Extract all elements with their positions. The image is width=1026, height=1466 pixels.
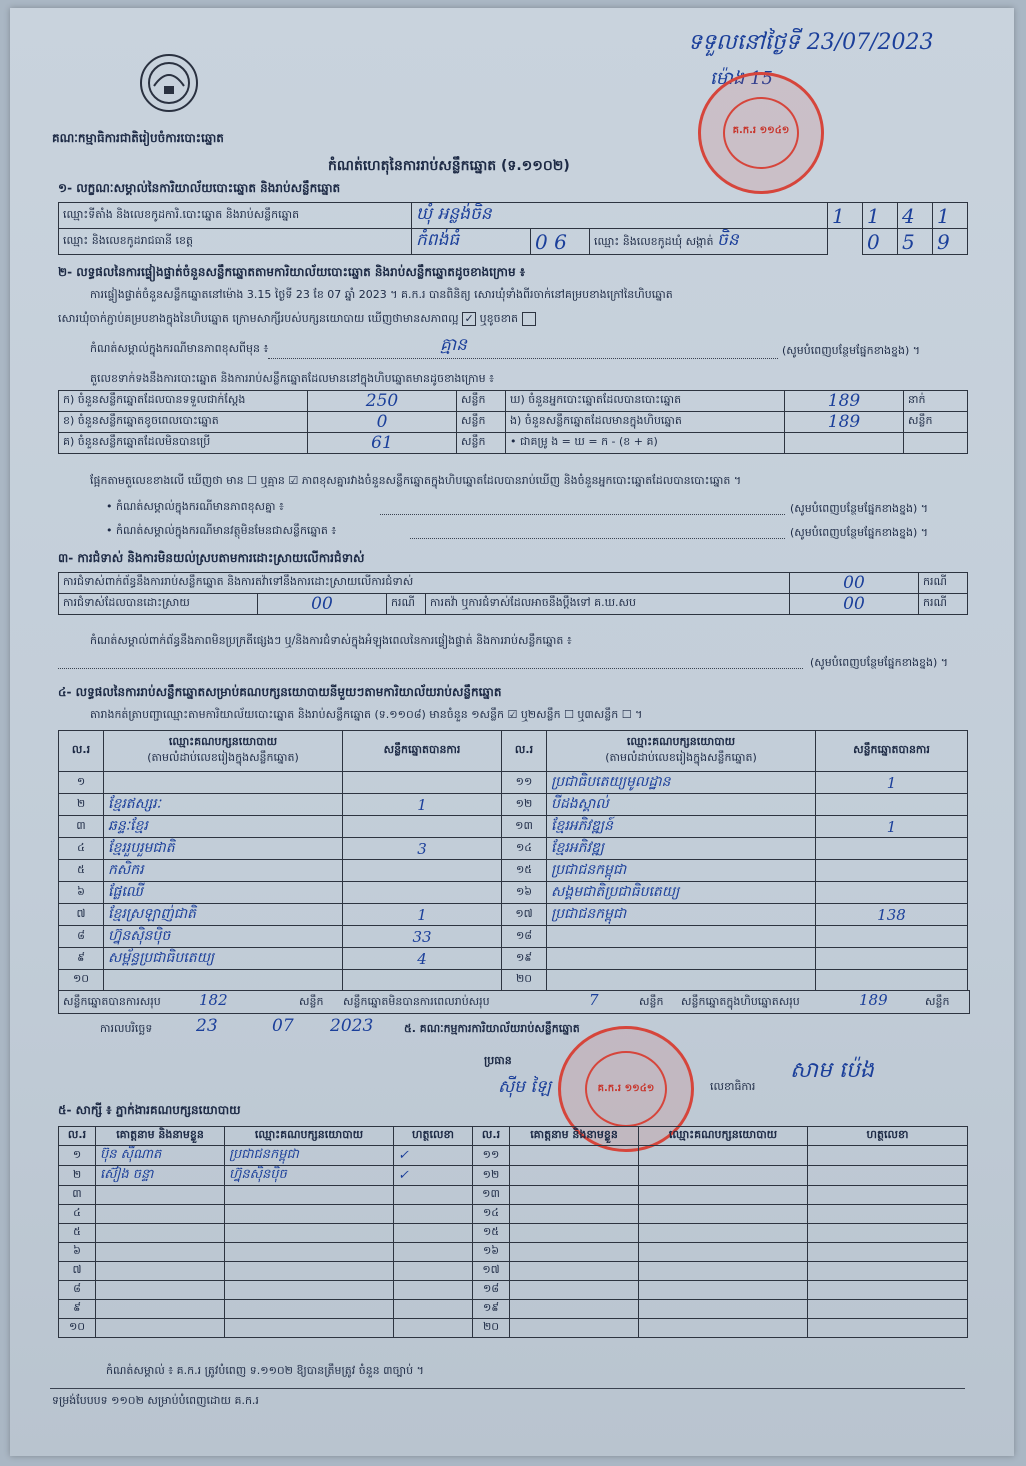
form-page: [10, 8, 1014, 1456]
party-no: ១៩: [502, 948, 547, 970]
witness-signature: [808, 1243, 968, 1262]
witness-name: [510, 1281, 639, 1300]
witness-row: [59, 1146, 968, 1166]
party-votes: [343, 882, 502, 904]
witness-party: [639, 1300, 808, 1319]
witness-no: ១៦: [473, 1243, 510, 1262]
figure-right-label: ង) ចំនួនសន្លឹកឆ្នោតដែលមានក្នុងហិបឆ្នោត: [506, 412, 785, 433]
witness-signature: [808, 1262, 968, 1281]
witness-signature: [808, 1281, 968, 1300]
result-row: [59, 926, 968, 948]
party-no: ២០: [502, 970, 547, 991]
witness-signature: [808, 1319, 968, 1338]
witness-name: [510, 1300, 639, 1319]
witness-party: [225, 1300, 394, 1319]
results-col-party-right: ឈ្មោះគណបក្សនយោបាយ (តាមលំដាប់លេខរៀងក្នុងសន្លឹកឆ្នោត): [547, 731, 816, 772]
witness-party: [639, 1205, 808, 1224]
results-col-no-right: ល.រ: [502, 731, 547, 772]
witness-no: ១៣: [473, 1186, 510, 1205]
date-month: 07: [272, 1016, 294, 1036]
province-value: កំពង់ធំ: [412, 229, 531, 255]
party-name: ផ្លែឈើ: [104, 882, 343, 904]
party-no: ៥: [59, 860, 104, 882]
appeal-value: 00: [790, 594, 919, 615]
figure-left-value: 61: [308, 433, 457, 454]
party-votes: [343, 816, 502, 838]
witness-row: [59, 1281, 968, 1300]
figure-row: [59, 412, 968, 433]
party-votes: 1: [816, 772, 968, 794]
commune-label: ឈ្មោះ និងលេខកូដឃុំ សង្កាត់ ចិន: [590, 229, 828, 255]
figure-right-label: ឃ) ចំនួនអ្នកបោះឆ្នោតដែលបានបោះឆ្នោត: [506, 391, 785, 412]
witness-no: ៣: [59, 1186, 96, 1205]
figure-right-value: [785, 433, 904, 454]
party-votes: 1: [343, 794, 502, 816]
witness-name: [96, 1262, 225, 1281]
witness-col-no-left: ល.រ: [59, 1127, 96, 1146]
results-col-no-left: ល.រ: [59, 731, 104, 772]
witness-col-sign-left: ហត្ថលេខា: [394, 1127, 473, 1146]
totals-row: សន្លឹកឆ្នោតបានការសរុប 182 សន្លឹក សន្លឹកឆ្នោតមិនបានការពេលរាប់សរុប 7 សន្លឹក សន្លឹកឆ្នោតក្នុងហិបឆ្នោតសរុប 189 សន្លឹក: [58, 990, 970, 1014]
party-name: ប្រជាធិបតេយ្យមូលដ្ឋាន: [547, 772, 816, 794]
witness-signature: [394, 1224, 473, 1243]
commune-code-2: 5: [898, 229, 933, 255]
complaints-unit: ករណី: [919, 573, 968, 594]
figures-intro: តួលេខទាក់ទងនឹងការបោះឆ្នោត និងការរាប់សន្លឹកឆ្នោតដែលមាននៅក្នុងហិបឆ្នោតមានដូចខាងក្រោម ៖: [90, 372, 494, 385]
received-note: ទទួលនៅថ្ងៃទី 23/07/2023: [688, 30, 934, 55]
results-col-votes-left: សន្លឹកឆ្នោតបានការ: [343, 731, 502, 772]
witness-name: [96, 1186, 225, 1205]
party-no: ៨: [59, 926, 104, 948]
polling-station-value: ឃុំ អន្លង់ចិន: [412, 203, 828, 229]
party-votes: 3: [343, 838, 502, 860]
witness-signature: [394, 1205, 473, 1224]
witness-name: [96, 1205, 225, 1224]
witness-name: [510, 1224, 639, 1243]
party-no: ១២: [502, 794, 547, 816]
party-votes: 33: [343, 926, 502, 948]
witness-name: ប៊ុន ស៊ីណាត: [96, 1146, 225, 1166]
witness-signature: [394, 1186, 473, 1205]
witness-party: [639, 1186, 808, 1205]
party-votes: 1: [816, 816, 968, 838]
witness-party: [639, 1262, 808, 1281]
witness-party: [639, 1166, 808, 1186]
figure-left-label: ក) ចំនួនសន្លឹកឆ្នោតដែលបានទទួលជាក់ស្តែង: [59, 391, 308, 412]
result-row: [59, 970, 968, 991]
resolved-value: 00: [258, 594, 387, 615]
witness-col-party-right: ឈ្មោះគណបក្សនយោបាយ: [639, 1127, 808, 1146]
figures-table: [58, 390, 968, 454]
resolved-unit: ករណី: [387, 594, 426, 615]
party-name: ហ្វ៊ុនស៊ិនប៉ិច: [104, 926, 343, 948]
witness-row: [59, 1205, 968, 1224]
party-votes: [816, 794, 968, 816]
witness-col-party-left: ឈ្មោះគណបក្សនយោបាយ: [225, 1127, 394, 1146]
witness-party: [225, 1262, 394, 1281]
witness-no: ១: [59, 1146, 96, 1166]
witness-no: ៧: [59, 1262, 96, 1281]
received-time: ម៉ោង 15: [710, 68, 773, 89]
results-table: [58, 730, 968, 991]
station-code-2: 1: [863, 203, 898, 229]
party-no: ១៨: [502, 926, 547, 948]
section2-line1: ការផ្ទៀងផ្ទាត់ចំនួនសន្លឹកឆ្នោតនៅម៉ោង 3.15 ថ្ងៃទី 23 ខែ 07 ឆ្នាំ 2023 ។ គ.ក.រ បានពិនិត្យ សោរឃុំទាំងពីរចាក់នៅគម្របខាងក្រៅនៃហិបឆ្នោត: [90, 288, 673, 301]
witness-party: ប្រជាជនកម្ពុជា: [225, 1146, 394, 1166]
party-no: ៤: [59, 838, 104, 860]
fill-note-4: (សូមបំពេញបន្ថែមផ្នែកខាងខ្នង) ។: [810, 656, 949, 669]
witness-party: [225, 1224, 394, 1243]
party-no: ១៣: [502, 816, 547, 838]
witness-row: [59, 1224, 968, 1243]
witness-party: ហ្វ៊ុនស៊ិនប៉ិច: [225, 1166, 394, 1186]
witness-name: [510, 1262, 639, 1281]
party-no: ៧: [59, 904, 104, 926]
figure-left-value: 250: [308, 391, 457, 412]
figure-right-unit: [904, 433, 968, 454]
witness-name: [96, 1224, 225, 1243]
section1-table: [58, 202, 968, 255]
station-code-1: 1: [828, 203, 863, 229]
official-stamp-bottom: គ.ក.រ ១១៤១: [558, 1026, 694, 1152]
result-row: [59, 860, 968, 882]
section2-heading: ២- លទ្ធផលនៃការផ្ទៀងផ្ទាត់ចំនួនសន្លឹកឆ្នោតតាមការិយាល័យបោះឆ្នោត និងរាប់សន្លឹកឆ្នោតដូចខាងក្រោម ៖: [58, 265, 526, 279]
party-name: [547, 948, 816, 970]
secretary-signature: សាម ប៉េង: [790, 1058, 874, 1083]
party-votes: [816, 948, 968, 970]
witness-signature: [394, 1300, 473, 1319]
witness-name: [96, 1300, 225, 1319]
fill-note-2: (សូមបំពេញបន្ថែមផ្នែកខាងខ្នង) ។: [790, 502, 929, 515]
discrepancy-remark: • កំណត់សម្គាល់ក្នុងករណីមានភាពខុសគ្នា ៖: [106, 500, 284, 513]
figure-left-unit: សន្លឹក: [457, 433, 506, 454]
party-name: ខ្មែរស្រឡាញ់ជាតិ: [104, 904, 343, 926]
witness-signature: [808, 1146, 968, 1166]
witness-row: [59, 1319, 968, 1338]
party-votes: [816, 970, 968, 991]
good-condition-checkbox[interactable]: ✓: [462, 312, 476, 326]
party-no: ១១: [502, 772, 547, 794]
complaints-label: ការជំទាស់ពាក់ព័ន្ធនឹងការរាប់សន្លឹកឆ្នោត និងការតវ៉ាទៅនឹងការដោះស្រាយលើការជំទាស់: [59, 573, 790, 594]
total-box-value: 189: [859, 991, 888, 1009]
witness-party: [639, 1281, 808, 1300]
condition-remark-label: កំណត់សម្គាល់ក្នុងករណីមានភាពខុសពីមុន ៖: [90, 342, 269, 355]
witness-no: ៦: [59, 1243, 96, 1262]
result-row: [59, 948, 968, 970]
witness-name: [510, 1146, 639, 1166]
witness-signature: [808, 1186, 968, 1205]
party-no: ៣: [59, 816, 104, 838]
discrepancy-check-line: ផ្អែកតាមតួលេខខាងលើ ឃើញថា មាន ☐ ឬគ្មាន ☑ ភាពខុសគ្នារវាងចំនួនសន្លឹកឆ្នោតក្នុងហិបឆ្នោតដែលបានរាប់ឃើញ និងចំនួនអ្នកបោះឆ្នោតដែលបានបោះឆ្នោត ។: [90, 474, 742, 487]
section5-heading: ៥- សាក្សី ៖ ភ្នាក់ងារគណបក្សនយោបាយ: [58, 1103, 241, 1117]
witness-signature: ✓: [394, 1146, 473, 1166]
complaints-table: [58, 572, 968, 615]
witness-name: [510, 1205, 639, 1224]
witness-signature: [808, 1205, 968, 1224]
figure-left-label: ខ) ចំនួនសន្លឹកឆ្នោតខូចពេលបោះឆ្នោត: [59, 412, 308, 433]
party-name: ប្រជាជនកម្ពុជា: [547, 860, 816, 882]
result-row: [59, 772, 968, 794]
result-row: [59, 838, 968, 860]
nec-logo-icon: [140, 54, 198, 112]
witness-no: ៩: [59, 1300, 96, 1319]
witness-row: [59, 1300, 968, 1319]
witness-col-name-right: គោត្តនាម និងនាមខ្លួន: [510, 1127, 639, 1146]
party-no: ១០: [59, 970, 104, 991]
witness-name: [96, 1319, 225, 1338]
witness-name: [510, 1166, 639, 1186]
party-no: ១: [59, 772, 104, 794]
witness-signature: [394, 1262, 473, 1281]
party-name: [104, 772, 343, 794]
party-name: សម្ព័ន្ធប្រជាធិបតេយ្យ: [104, 948, 343, 970]
witness-name: ស៊ៀង ចន្ទា: [96, 1166, 225, 1186]
witness-party: [639, 1319, 808, 1338]
resolved-label: ការជំទាស់ដែលបានដោះស្រាយ: [59, 594, 258, 615]
witness-signature: [394, 1319, 473, 1338]
date-day: 23: [196, 1016, 218, 1036]
witness-name: [510, 1243, 639, 1262]
party-no: ១៦: [502, 882, 547, 904]
figure-row: [59, 391, 968, 412]
date-label: ការលបរិច្ឆេទ: [100, 1022, 153, 1035]
total-invalid-value: 7: [589, 991, 599, 1009]
party-votes: [343, 970, 502, 991]
station-code-3: 4: [898, 203, 933, 229]
section1-heading: ១- លក្ខណៈសម្គាល់នៃការិយាល័យបោះឆ្នោត និងរាប់សន្លឹកឆ្នោត: [58, 181, 341, 195]
witness-table: [58, 1126, 968, 1338]
witness-col-no-right: ល.រ: [473, 1127, 510, 1146]
province-label: ឈ្មោះ និងលេខកូដរាជធានី ខេត្ត: [59, 229, 412, 255]
witness-party: [225, 1319, 394, 1338]
witness-party: [639, 1224, 808, 1243]
condition-remark-value: គ្មាន: [440, 335, 467, 355]
witness-party: [225, 1186, 394, 1205]
polling-station-label: ឈ្មោះទីតាំង និងលេខកូដការិ.បោះឆ្នោត និងរាប់សន្លឹកឆ្នោត: [59, 203, 412, 229]
figure-left-unit: សន្លឹក: [457, 391, 506, 412]
witness-signature: [808, 1300, 968, 1319]
fill-note-1: (សូមបំពេញបន្ថែមផ្នែកខាងខ្នង) ។: [782, 344, 921, 357]
witness-name: [96, 1243, 225, 1262]
witness-party: [639, 1146, 808, 1166]
section2-line2: សោរឃុំចាក់ភ្ជាប់គម្របខាងក្នុងនៃហិបឆ្នោត ក្រោមសាក្សីរបស់បក្សនយោបាយ ឃើញថាមានសភាពល្អ ✓ ឬខូចខាត: [58, 312, 536, 328]
witness-signature: [394, 1281, 473, 1300]
witness-party: [225, 1281, 394, 1300]
committee-name: គណៈកម្មាធិការជាតិរៀបចំការបោះឆ្នោត: [52, 131, 224, 145]
party-votes: [816, 926, 968, 948]
witness-party: [225, 1205, 394, 1224]
party-no: ៩: [59, 948, 104, 970]
figure-right-value: 189: [785, 391, 904, 412]
figure-left-value: 0: [308, 412, 457, 433]
witness-no: ២: [59, 1166, 96, 1186]
damaged-checkbox[interactable]: [522, 312, 536, 326]
party-no: ១៥: [502, 860, 547, 882]
official-stamp-top: គ.ក.រ ១១៤១: [698, 72, 824, 194]
witness-signature: [394, 1243, 473, 1262]
results-col-party-left: ឈ្មោះគណបក្សនយោបាយ (តាមលំដាប់លេខរៀងក្នុងសន្លឹកឆ្នោត): [104, 731, 343, 772]
party-name: [104, 970, 343, 991]
witness-no: ១៨: [473, 1281, 510, 1300]
result-row: [59, 904, 968, 926]
party-no: ៦: [59, 882, 104, 904]
result-row: [59, 882, 968, 904]
witness-name: [96, 1281, 225, 1300]
section4-heading: ៤- លទ្ធផលនៃការរាប់សន្លឹកឆ្នោតសម្រាប់គណបក្សនយោបាយនីមួយៗតាមការិយាល័យរាប់សន្លឹកឆ្នោត: [58, 685, 502, 699]
party-name: បីដងស្គាល់: [547, 794, 816, 816]
figure-right-unit: សន្លឹក: [904, 412, 968, 433]
total-valid-value: 182: [199, 991, 228, 1009]
figure-right-value: 189: [785, 412, 904, 433]
date-year: 2023: [330, 1016, 374, 1036]
party-votes: 4: [343, 948, 502, 970]
complaints-value: 00: [790, 573, 919, 594]
results-col-votes-right: សន្លឹកឆ្នោតបានការ: [816, 731, 968, 772]
party-name: ខ្មែរឥស្សរៈ: [104, 794, 343, 816]
party-votes: [816, 860, 968, 882]
fill-note-3: (សូមបំពេញបន្ថែមផ្នែកខាងខ្នង) ។: [790, 526, 929, 539]
figure-left-label: គ) ចំនួនសន្លឹកឆ្នោតដែលមិនបានប្រើ: [59, 433, 308, 454]
witness-col-name-left: គោត្តនាម និងនាមខ្លួន: [96, 1127, 225, 1146]
witness-no: ១១: [473, 1146, 510, 1166]
form-footer: ទម្រង់បែបបទ ១១០២ សម្រាប់បំពេញដោយ គ.ក.រ: [52, 1394, 259, 1407]
party-name: កសិករ: [104, 860, 343, 882]
witness-no: ១៩: [473, 1300, 510, 1319]
party-votes: 138: [816, 904, 968, 926]
result-row: [59, 794, 968, 816]
foreign-object-remark: • កំណត់សម្គាល់ក្នុងករណីមានវត្ថុមិនមែនជាសន្លឹកឆ្នោត ៖: [106, 524, 337, 537]
party-votes: 1: [343, 904, 502, 926]
station-code-4: 1: [933, 203, 968, 229]
party-no: ១៧: [502, 904, 547, 926]
witness-no: ៨: [59, 1281, 96, 1300]
section3-heading: ៣- ការជំទាស់ និងការមិនយល់ស្របតាមការដោះស្រាយលើការជំទាស់: [58, 551, 365, 565]
irregularity-remark: កំណត់សម្គាល់ពាក់ព័ន្ធនឹងភាពមិនប្រក្រតីផ្សេងៗ ឬ/និងការជំទាស់ក្នុងអំឡុងពេលនៃការផ្ទៀងផ្ទាត់ និងការរាប់សន្លឹកឆ្នោត ៖: [90, 634, 572, 647]
province-code: 0 6: [531, 229, 590, 255]
party-votes: [343, 772, 502, 794]
commune-code-1: 0: [863, 229, 898, 255]
witness-name: [510, 1186, 639, 1205]
appeal-label: ការតវ៉ា ឬការជំទាស់ដែលអាចនឹងប្តឹងទៅ គ.ឃ.សប: [426, 594, 790, 615]
witness-signature: ✓: [394, 1166, 473, 1186]
figure-row: [59, 433, 968, 454]
party-votes: [816, 838, 968, 860]
party-name: ខ្មែរអភិវឌ្ឍន៍: [547, 816, 816, 838]
witness-no: ៥: [59, 1224, 96, 1243]
figure-left-unit: សន្លឹក: [457, 412, 506, 433]
witness-no: ១៥: [473, 1224, 510, 1243]
witness-no: ១០: [59, 1319, 96, 1338]
witness-no: ៤: [59, 1205, 96, 1224]
party-no: ២: [59, 794, 104, 816]
witness-name: [510, 1319, 639, 1338]
commune-value: ចិន: [717, 230, 739, 250]
figure-right-unit: នាក់: [904, 391, 968, 412]
form-title: កំណត់ហេតុនៃការរាប់សន្លឹកឆ្នោត (ទ.១១០២): [328, 158, 570, 174]
result-row: [59, 816, 968, 838]
witness-no: ១២: [473, 1166, 510, 1186]
section4-intro: តារាងកត់ត្រាបញ្ជាឈ្មោះតាមការិយាល័យបោះឆ្នោត និងរាប់សន្លឹកឆ្នោត (ទ.១១០៨) មានចំនួន ១សន្លឹក ☑ ឬ២សន្លឹក ☐ ឬ៣សន្លឹក ☐ ។: [90, 708, 643, 721]
witness-signature: [808, 1224, 968, 1243]
appeal-unit: ករណី: [919, 594, 968, 615]
chair-signature: ស៊ីម ឡៃ: [498, 1077, 552, 1097]
party-name: ខ្មែររួបរួមជាតិ: [104, 838, 343, 860]
party-name: ខ្មែរអភិវឌ្ឍ: [547, 838, 816, 860]
witness-signature: [808, 1166, 968, 1186]
party-votes: [343, 860, 502, 882]
witness-no: ២០: [473, 1319, 510, 1338]
signer-committee: ៥. គណៈកម្មការការិយាល័យរាប់សន្លឹកឆ្នោត: [404, 1022, 580, 1035]
party-no: ១៤: [502, 838, 547, 860]
party-name: សង្គមជាតិប្រជាធិបតេយ្យ: [547, 882, 816, 904]
witness-row: [59, 1186, 968, 1205]
witness-row: [59, 1262, 968, 1281]
witness-party: [639, 1243, 808, 1262]
party-name: [547, 970, 816, 991]
party-name: ប្រជាជនកម្ពុជា: [547, 904, 816, 926]
witness-no: ១៤: [473, 1205, 510, 1224]
witness-row: [59, 1166, 968, 1186]
secretary-label: លេខាធិការ: [710, 1080, 756, 1093]
commune-code-3: 9: [933, 229, 968, 255]
chair-label: ប្រធាន: [484, 1054, 512, 1067]
party-name: ឆន្ទៈខ្មែរ: [104, 816, 343, 838]
party-votes: [816, 882, 968, 904]
witness-party: [225, 1243, 394, 1262]
witness-col-sign-right: ហត្ថលេខា: [808, 1127, 968, 1146]
witness-row: [59, 1243, 968, 1262]
witness-no: ១៧: [473, 1262, 510, 1281]
party-name: [547, 926, 816, 948]
footnote: កំណត់សម្គាល់ ៖ គ.ក.រ ត្រូវបំពេញ ទ.១១០២ ឱ្យបានត្រឹមត្រូវ ចំនួន ៣ច្បាប់ ។: [106, 1364, 424, 1377]
figure-right-label: • ជាគម្រូ ង = ឃ = ក - (ខ + គ): [506, 433, 785, 454]
